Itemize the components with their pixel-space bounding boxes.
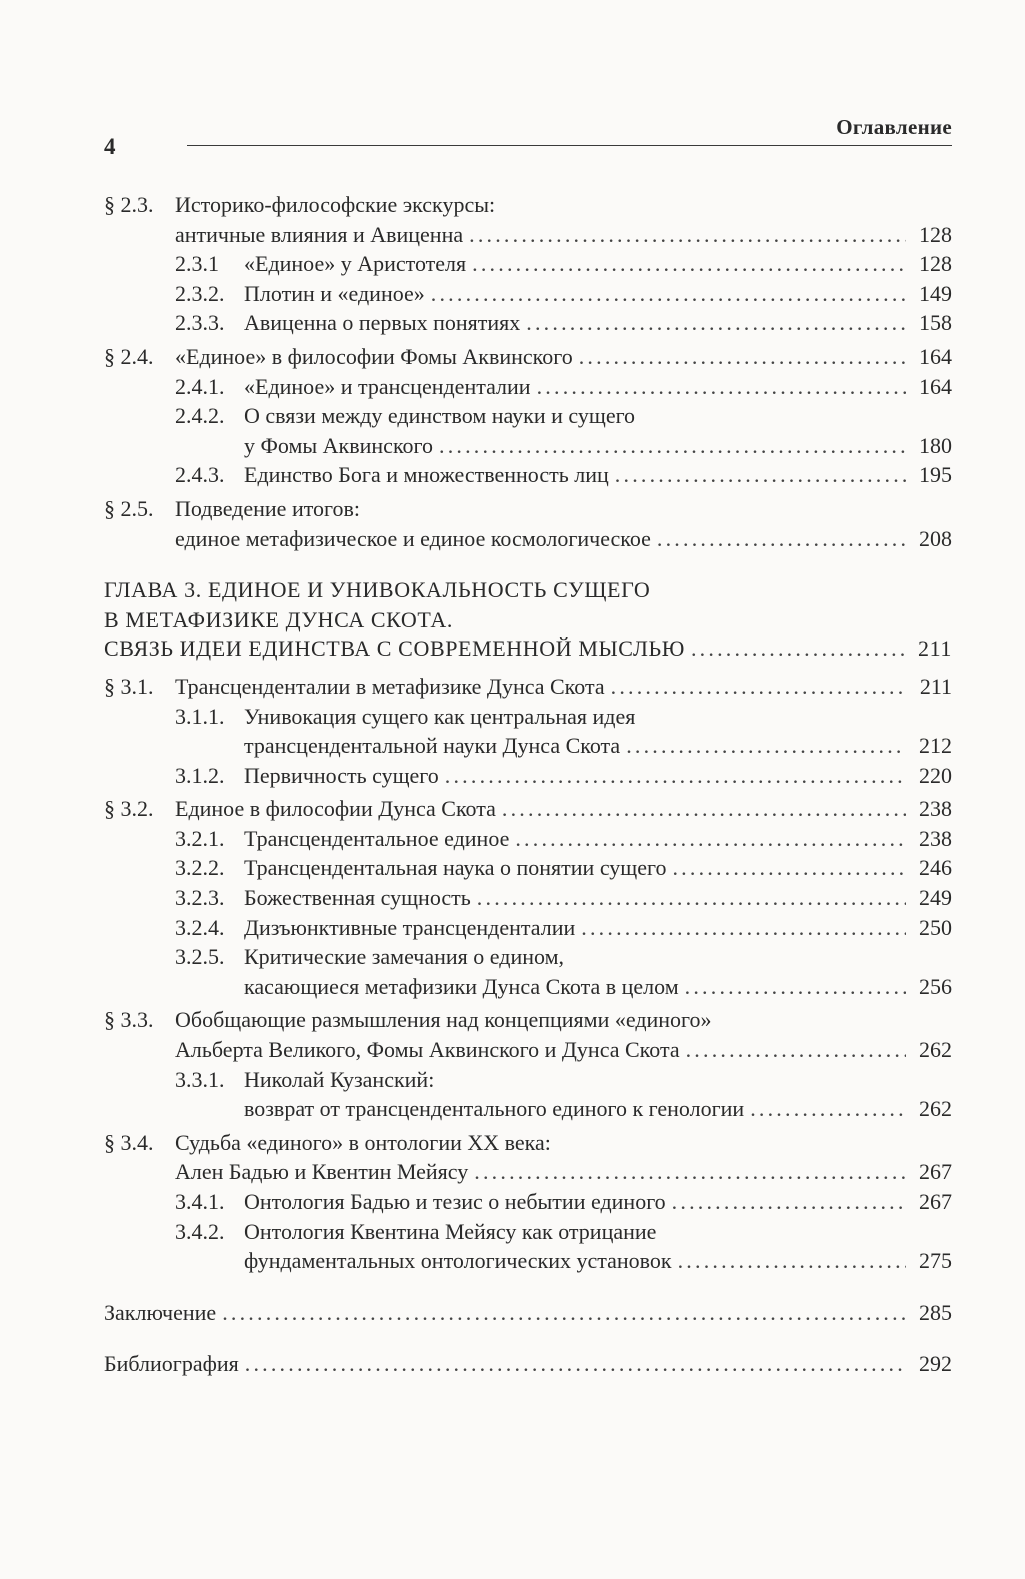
subsection-number: 2.4.2. [175,403,225,429]
leader-dots [678,1246,906,1276]
section-title: «Единое» в философии Фомы Аквинского [175,343,573,369]
subsection-title: Единство Бога и множественность лиц [244,462,609,488]
leader-dots [472,249,906,279]
chapter-title-cont: В МЕТАФИЗИКЕ ДУНСА СКОТА. [104,606,453,632]
running-head: Оглавление [836,115,952,139]
subsection-title-cont: фундаментальных онтологических установок [244,1248,672,1274]
leader-dots [685,972,906,1002]
section-title: Трансценденталии в метафизике Дунса Скота [175,673,605,699]
chapter-title: ГЛАВА 3. ЕДИНОЕ И УНИВОКАЛЬНОСТЬ СУЩЕГО [104,577,651,603]
leader-dots [581,913,906,943]
toc-subsection-3-2-4[interactable] [104,913,952,943]
subsection-number: 3.2.4. [175,914,225,940]
page-ref: 164 [919,343,952,369]
bibliography-title: Библиография [104,1351,239,1377]
toc-bibliography[interactable] [104,1349,952,1379]
leader-dots [526,308,906,338]
subsection-title: Унивокация сущего как центральная идея [244,703,636,729]
subsection-title-cont: возврат от трансцендентального единого к генологии [244,1096,745,1122]
leader-dots [245,1349,906,1379]
page-ref: 149 [919,280,952,306]
subsection-number: 2.4.1. [175,373,225,399]
page-ref: 262 [919,1096,952,1122]
leader-dots [750,1094,906,1124]
page-ref: 238 [919,796,952,822]
leader-dots [672,853,906,883]
section-number: § 2.5. [104,495,154,521]
subsection-title-cont: у Фомы Аквинского [244,432,433,458]
section-number: § 2.3. [104,192,154,217]
leader-dots [469,220,906,250]
page-ref: 292 [919,1351,952,1377]
subsection-title-cont: касающиеся метафизики Дунса Скота в целом [244,973,679,999]
leader-dots [615,460,906,490]
subsection-title: Дизъюнктивные трансценденталии [244,914,576,940]
subsection-title: Критические замечания о едином, [244,944,565,970]
subsection-title: Николай Кузанский: [244,1066,435,1092]
header-rule [187,145,952,146]
section-title-cont: Альберта Великого, Фомы Аквинского и Дунса Скота [175,1037,680,1063]
subsection-title: Онтология Бадью и тезис о небытии единого [244,1189,666,1214]
page-ref: 249 [919,885,952,911]
section-title: Обобщающие размышления над концепциями «единого» [175,1007,712,1033]
leader-dots [474,1157,906,1187]
toc-subsection-2-4-1[interactable] [104,372,952,402]
leader-dots [502,794,906,824]
toc-subsection-3-4-1[interactable] [104,1187,952,1217]
section-number: § 3.2. [104,796,154,822]
subsection-number: 2.3.2. [175,280,225,306]
section-title-cont: единое метафизическое и единое космологическое [175,525,651,551]
page-ref: 220 [919,762,952,788]
toc-section-3-2[interactable] [104,794,952,824]
page-ref: 250 [919,914,952,940]
subsection-title: Авиценна о первых понятиях [244,310,521,336]
section-number: § 3.1. [104,673,154,699]
subsection-title: О связи между единством науки и сущего [244,403,636,429]
leader-dots [477,883,906,913]
subsection-number: 2.4.3. [175,462,225,488]
subsection-number: 2.3.3. [175,310,225,336]
section-title-cont: Ален Бадью и Квентин Мейясу [175,1159,469,1185]
leader-dots [431,279,906,309]
page-ref: 180 [919,432,952,458]
page-ref: 262 [919,1037,952,1063]
leader-dots [515,824,906,854]
subsection-title: Плотин и «единое» [244,280,425,306]
page-ref: 256 [919,973,952,999]
page-ref: 158 [919,310,952,336]
subsection-number: 3.2.5. [175,944,225,970]
toc-subsection-3-1-1[interactable] [104,702,952,761]
subsection-number: 3.4.2. [175,1218,225,1244]
leader-dots [445,761,906,791]
toc-subsection-3-3-1[interactable] [104,1065,952,1124]
conclusion-title: Заключение [104,1299,217,1325]
toc-subsection-2-4-3[interactable] [104,460,952,490]
subsection-title: Первичность сущего [244,762,439,788]
section-title: Подведение итогов: [175,495,361,521]
page-ref: 128 [919,221,952,247]
leader-dots [611,672,906,702]
page-ref: 238 [919,825,952,851]
toc-section-2-4[interactable] [104,342,952,372]
page-number: 4 [104,134,116,159]
subsection-number: 3.1.2. [175,762,225,788]
page-ref: 267 [919,1189,952,1214]
section-title: Судьба «единого» в онтологии XX века: [175,1129,551,1155]
subsection-title: Трансцендентальная наука о понятии сущего [244,855,667,881]
page-ref: 212 [919,733,952,759]
page-ref: 128 [919,251,952,277]
toc-section-2-3[interactable] [104,190,952,249]
subsection-number: 3.2.3. [175,885,225,911]
subsection-number: 3.1.1. [175,703,225,729]
subsection-title: «Единое» у Аристотеля [244,251,467,277]
leader-dots [579,342,906,372]
subsection-title: Божественная сущность [244,885,471,911]
subsection-title: Онтология Квентина Мейясу как отрицание [244,1218,657,1244]
page-ref: 211 [919,673,952,699]
page-ref: 267 [919,1159,952,1185]
toc-subsection-3-4-2[interactable] [104,1217,952,1276]
leader-dots [537,372,906,402]
subsection-title: Трансцендентальное единое [244,825,510,851]
page-ref: 164 [919,373,952,399]
toc-subsection-2-3-1[interactable] [104,249,952,279]
section-number: § 2.4. [104,343,154,369]
leader-dots [672,1187,906,1217]
toc-subsection-3-1-2[interactable] [104,761,952,791]
page-ref: 246 [919,855,952,881]
page-ref: 275 [919,1248,952,1274]
page-ref: 208 [919,525,952,551]
page-ref: 211 [918,636,952,662]
chapter-title-cont: СВЯЗЬ ИДЕИ ЕДИНСТВА С СОВРЕМЕННОЙ МЫСЛЬЮ [104,636,685,662]
toc-section-3-4[interactable] [104,1128,952,1187]
toc-subsection-3-2-1[interactable] [104,824,952,854]
leader-dots [626,731,906,761]
section-title: Единое в философии Дунса Скота [175,796,496,822]
section-number: § 3.3. [104,1007,154,1033]
subsection-number: 2.3.1 [175,251,219,277]
section-title-cont: античные влияния и Авиценна [175,221,464,247]
toc-subsection-3-2-3[interactable] [104,883,952,913]
toc-section-3-3[interactable] [104,1005,952,1064]
toc-conclusion[interactable] [104,1298,952,1328]
leader-dots [686,1035,906,1065]
subsection-number: 3.2.2. [175,855,225,881]
page-ref: 195 [919,462,952,488]
toc-subsection-3-2-2[interactable] [104,853,952,883]
section-title: Историко-философские экскурсы: [175,192,496,217]
leader-dots [222,1298,906,1328]
toc-subsection-2-3-3[interactable] [104,308,952,338]
subsection-number: 3.4.1. [175,1189,225,1214]
subsection-number: 3.3.1. [175,1066,225,1092]
toc-subsection-2-3-2[interactable] [104,279,952,309]
subsection-number: 3.2.1. [175,825,225,851]
page-ref: 285 [919,1299,952,1325]
toc-section-3-1[interactable] [104,672,952,702]
toc-chapter-3[interactable] [104,575,952,664]
leader-dots [691,634,906,664]
table-of-contents [104,190,952,1379]
toc-subsection-3-2-5[interactable] [104,942,952,1001]
subsection-title-cont: трансцендентальной науки Дунса Скота [244,733,621,759]
subsection-title: «Единое» и трансценденталии [244,373,531,399]
toc-subsection-2-4-2[interactable] [104,401,952,460]
leader-dots [657,524,906,554]
leader-dots [439,431,906,461]
toc-section-2-5[interactable] [104,494,952,553]
section-number: § 3.4. [104,1129,154,1155]
